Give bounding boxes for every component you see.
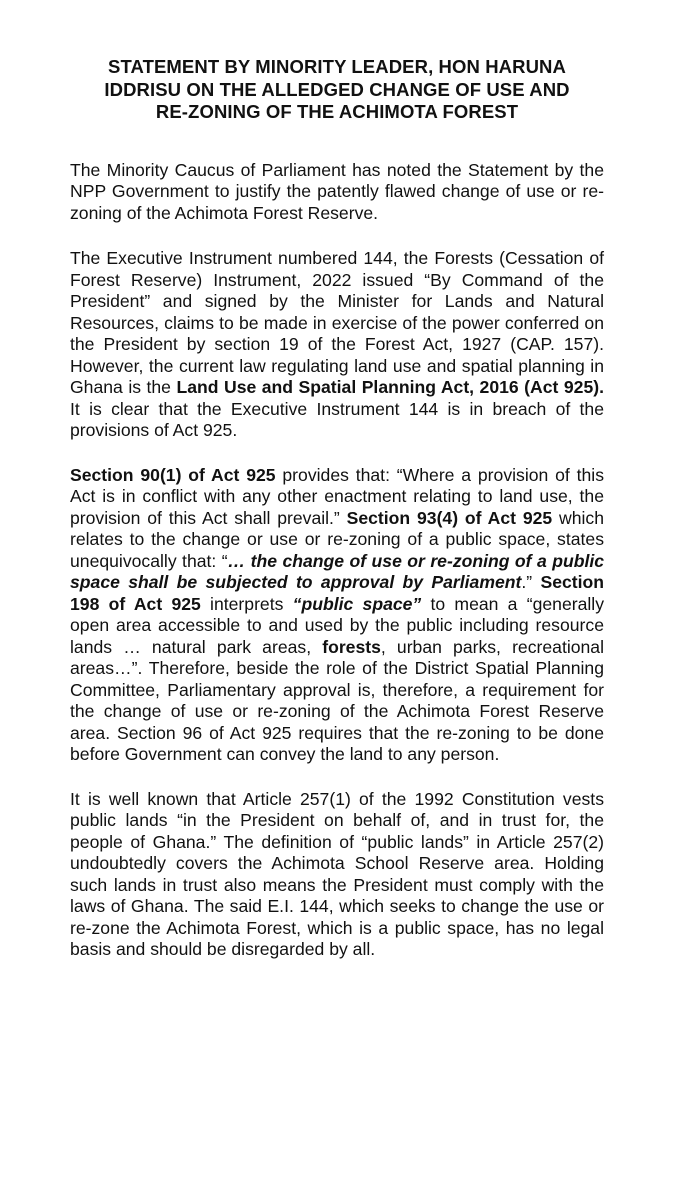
p2-text-a: The Executive Instrument numbered 144, the Forests (Cessation of Forest Reserve) Instrument, 2022 issued “By Command of the President” and signed by the Minister for Lands and Natural Resources, claims to be made in exercise of the power conferred on the President by section 19 of the Forest Act, 1927 (CAP. 157). However, the current law regulating land use and spatial planning in Ghana is the <box>70 248 604 397</box>
section-198-definition: to mean a “generally open area accessible to and used by the public including resource lands … natural park areas, <box>70 593 604 657</box>
document-title <box>70 56 604 124</box>
p4-text-a: It is well known that Article 257(1) of the 1992 Constitution vests public lands “in the President on behalf of, and in trust for, the people of Ghana.” The definition of “public lands” in Article 257(2) undoubtedly covers the Achimota School Reserve area. Holding such lands in trust also means the President must comply with the laws of Ghana. <box>70 788 604 916</box>
section-93-quote: … the change of use or re-zoning of a public space shall be subjected to approval by Parliament <box>70 550 604 592</box>
statement-document <box>70 56 604 983</box>
public-space-term: “public space” <box>292 593 422 614</box>
title-line-1: STATEMENT BY MINORITY LEADER, HON HARUNA <box>108 56 566 77</box>
paragraph-act-925-sections <box>70 465 604 766</box>
paragraph-minority-caucus <box>70 160 604 225</box>
section-93-label: Section 93(4) of Act 925 <box>346 507 553 528</box>
paragraph-article-257 <box>70 789 604 961</box>
paragraph-executive-instrument <box>70 248 604 442</box>
title-line-2: IDDRISU ON THE ALLEDGED CHANGE OF USE AND <box>104 78 570 100</box>
p4-text-b: The said E.I. 144, which seeks to change the use or re-zone the Achimota Forest, which is a public space, has no legal basis and should be disregarded by all. <box>70 896 605 959</box>
section-198-text: interprets <box>200 593 293 614</box>
p2-text-b: It is clear that the Executive Instrument 144 is in breach of the provisions of Act 925. <box>70 398 604 440</box>
p1-text: The Minority Caucus of Parliament has noted the Statement by the NPP Government to justify the patently flawed change of use or re-zoning of the Achimota Forest Reserve. <box>70 159 604 223</box>
section-93-text: which relates to the change or use or re-zoning of a public space, states unequivocally that: “ <box>70 507 605 571</box>
section-198-conclusion: , urban parks, recreational areas…”. Therefore, beside the role of the District Spatial Planning Committee, Parliamentary approval is, therefore, a requirement for the change of use or re-zoning of the Achimota Forest Reserve area. Section 96 of Act 925 requires that the re-zoning to be done before Government can convey the land to any person. <box>70 636 605 764</box>
section-198-label: Section 198 of Act 925 <box>70 572 604 614</box>
section-90-text: provides that: “Where a provision of this Act is in conflict with any other enactment relating to land use, the provision of this Act shall prevail.” <box>70 464 605 528</box>
act-925-name: Land Use and Spatial Planning Act, 2016 (Act 925). <box>176 377 604 397</box>
title-line-3: RE-ZONING OF THE ACHIMOTA FOREST <box>155 101 519 122</box>
section-93-end: .” <box>521 572 541 592</box>
forests-term: forests <box>322 636 381 657</box>
section-90-label: Section 90(1) of Act 925 <box>70 464 276 485</box>
